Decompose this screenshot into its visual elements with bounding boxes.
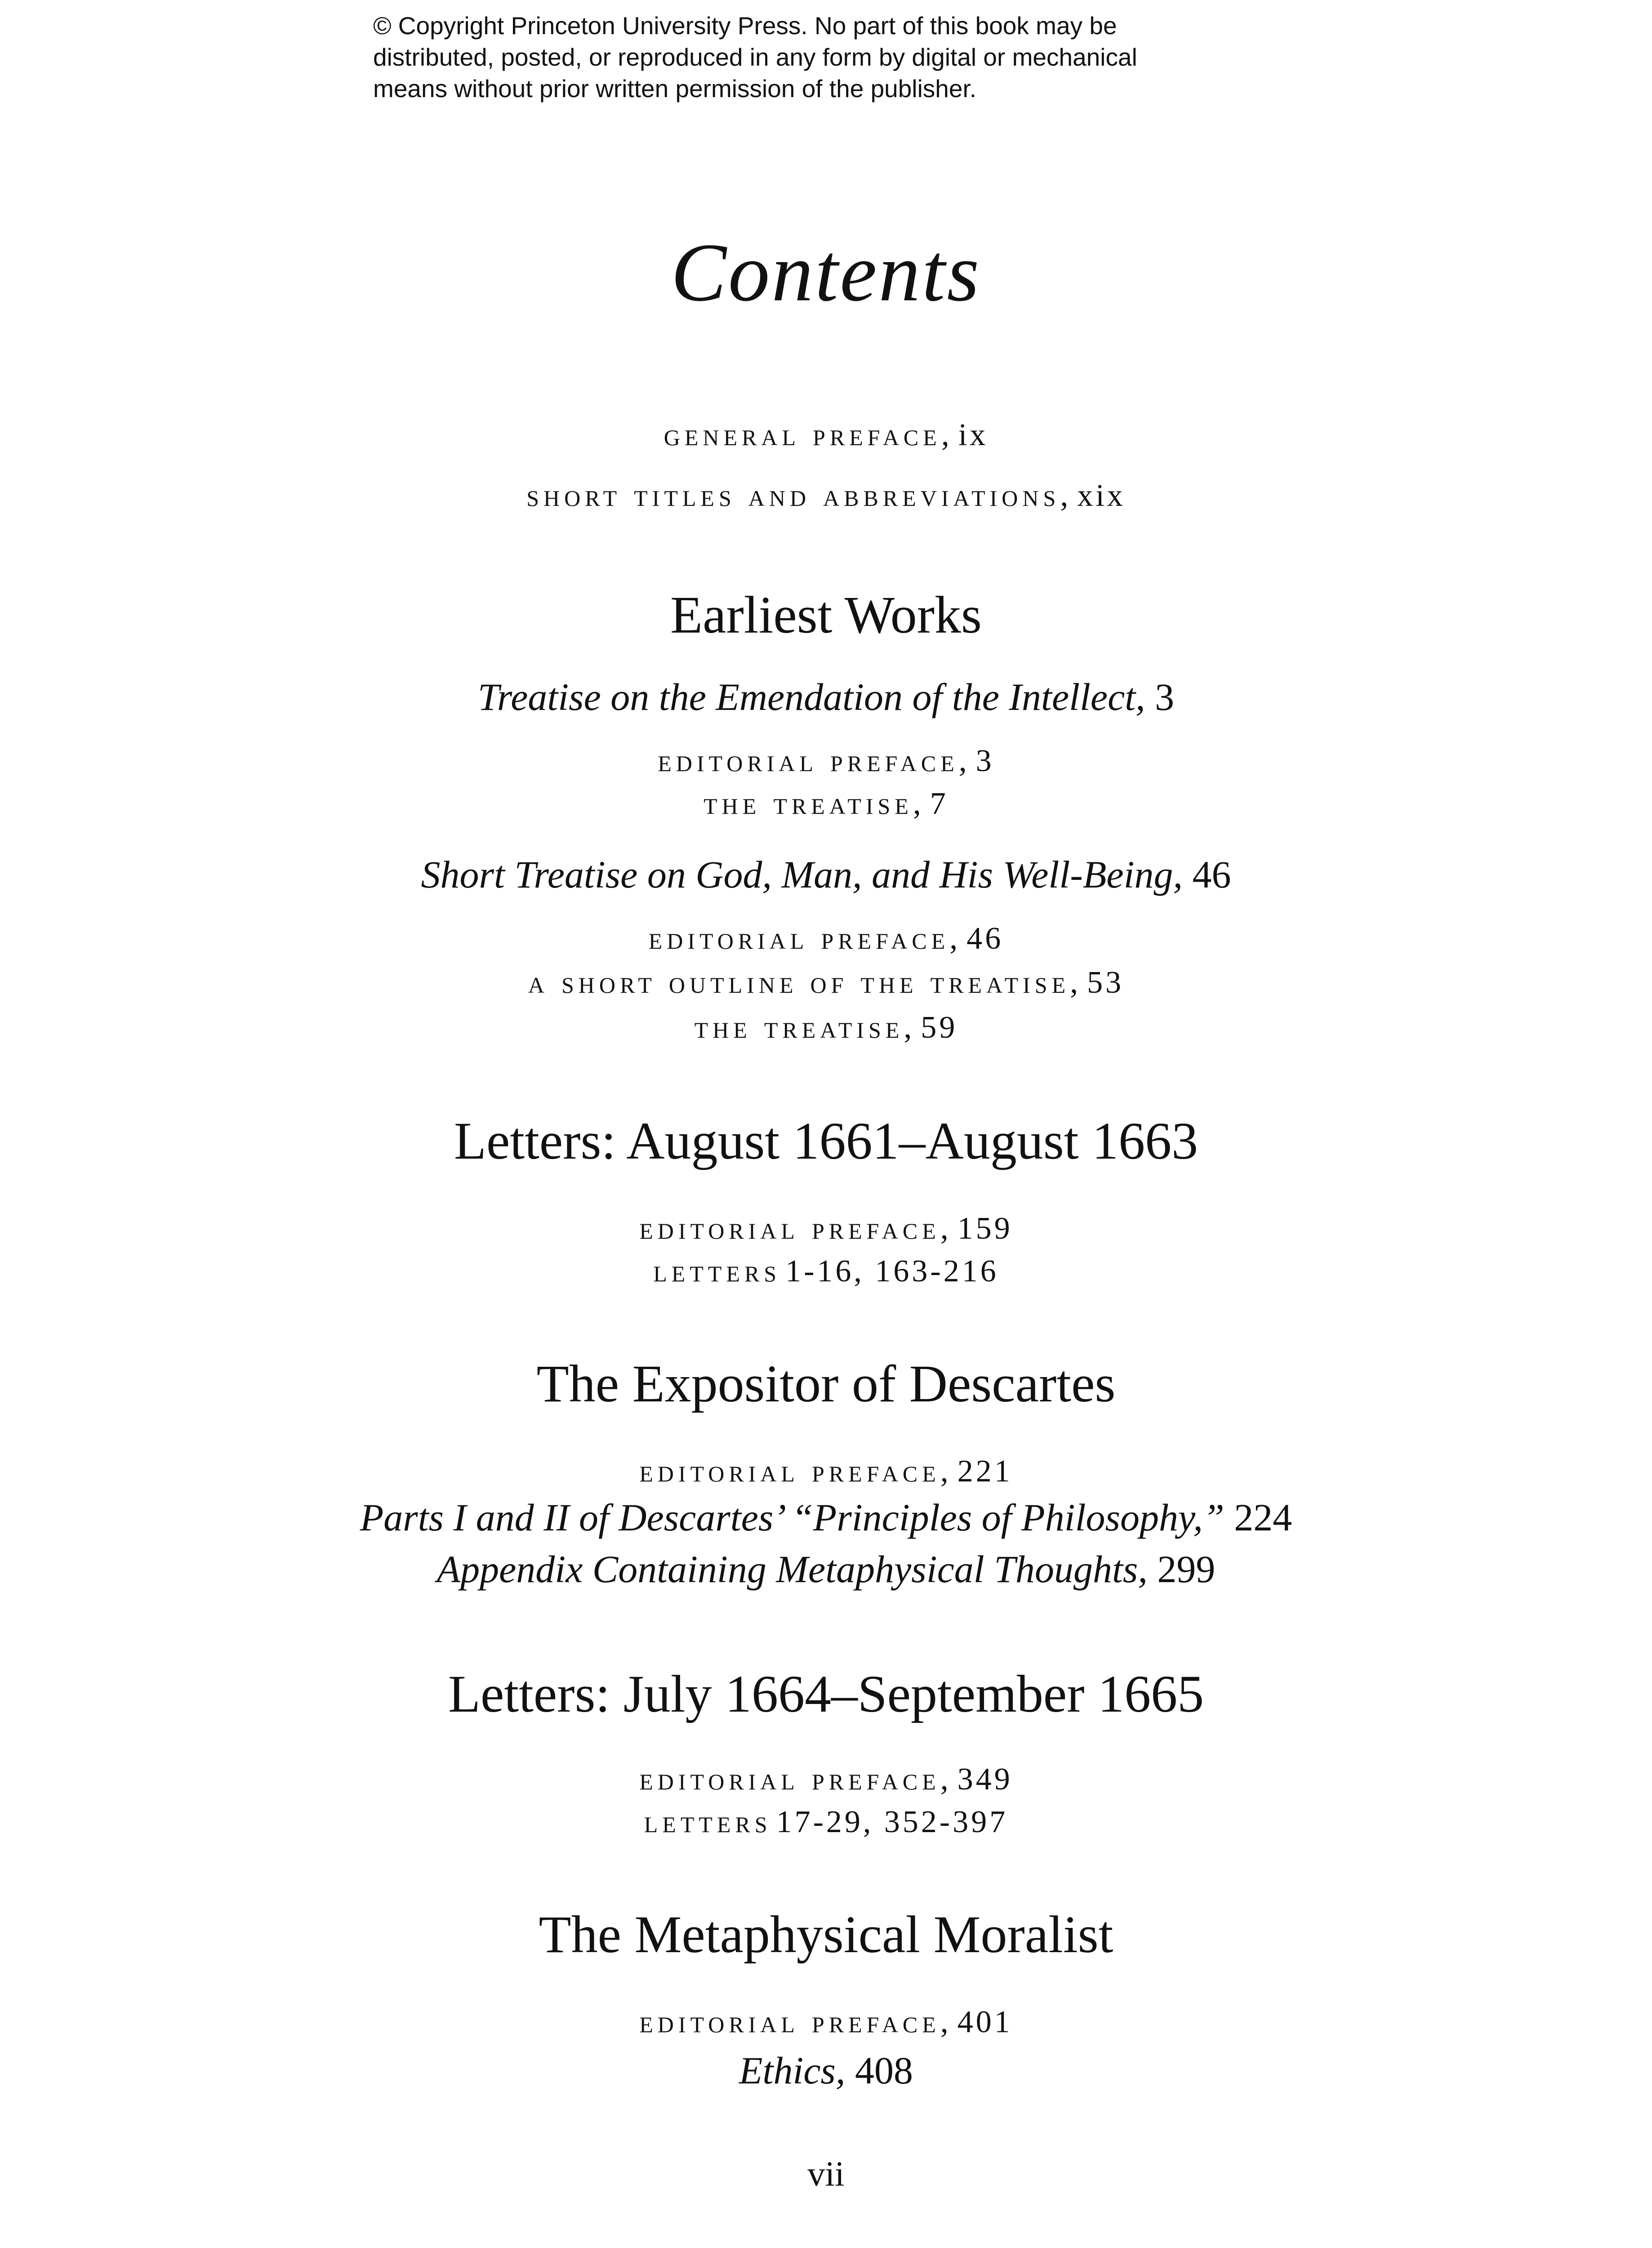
work-page: 408 [855,2049,913,2092]
work-page: 46 [1192,853,1231,896]
toc-entry-page: 53 [1087,965,1124,1000]
toc-entry-label: the treatise, [694,1009,917,1045]
toc-entry-editorial-preface[interactable] [0,742,1652,779]
toc-entry-label: editorial preface, [639,2003,953,2039]
page-title: Contents [671,227,981,319]
work-page: 224 [1234,1496,1292,1539]
toc-entry-editorial-preface[interactable] [0,2003,1652,2040]
copyright-line: means without prior written permission of the publisher. [373,75,977,103]
toc-entry-label: editorial preface, [639,1210,953,1246]
toc-entry-page: 17-29, 352-397 [776,1805,1008,1839]
toc-entry-label: the treatise, [704,785,926,821]
toc-entry-label: letters [653,1253,781,1289]
work-page: 299 [1157,1548,1216,1591]
work-page: 3 [1155,675,1175,718]
toc-entry-short-treatise[interactable] [0,852,1652,897]
toc-entry-page: 3 [975,744,994,778]
toc-entry-editorial-preface[interactable] [0,919,1652,957]
toc-entry-page: ix [958,418,989,452]
toc-entry-page: 7 [930,786,948,821]
copyright-notice [373,10,1227,104]
work-title: Appendix Containing Metaphysical Thoughts, [436,1548,1148,1591]
section-heading-letters-1661-1663: Letters: August 1661–August 1663 [454,1111,1198,1170]
page-number: vii [807,2154,845,2193]
work-title: Ethics, [739,2049,846,2092]
toc-entry-general-preface[interactable] [0,416,1652,453]
toc-entry-the-treatise[interactable] [0,785,1652,822]
copyright-line: © Copyright Princeton University Press. No part of this book may be [373,12,1117,40]
toc-entry-ethics[interactable] [0,2048,1652,2093]
toc-entry-page: 349 [957,1762,1013,1797]
toc-entry-page: 59 [921,1010,958,1045]
toc-entry-editorial-preface[interactable] [0,1760,1652,1798]
section-heading-earliest-works: Earliest Works [670,585,982,644]
toc-entry-editorial-preface[interactable] [0,1209,1652,1247]
toc-entry-editorial-preface[interactable] [0,1452,1652,1490]
toc-entry-label: editorial preface, [639,1761,953,1797]
work-title: Treatise on the Emendation of the Intellect, [477,675,1145,718]
toc-entry-label: short titles and abbreviations, [526,477,1073,513]
section-heading-metaphysical-moralist: The Metaphysical Moralist [539,1905,1113,1964]
toc-entry-page: xix [1077,478,1126,513]
toc-entry-page: 221 [957,1454,1013,1489]
toc-entry-treatise-emendation[interactable] [0,674,1652,719]
toc-entry-page: 401 [957,2005,1013,2039]
work-title: Short Treatise on God, Man, and His Well-Being, [421,853,1183,896]
toc-entry-metaphysical-thoughts[interactable] [0,1547,1652,1592]
copyright-line: distributed, posted, or reproduced in any form by digital or mechanical [373,43,1137,71]
toc-entry-page: 1-16, 163-216 [785,1254,999,1289]
toc-entry-label: general preface, [663,416,954,452]
toc-entry-label: editorial preface, [648,920,962,956]
section-heading-letters-1664-1665: Letters: July 1664–September 1665 [448,1664,1204,1723]
work-title: Parts I and II of Descartes’ “Principles of Philosophy,” [360,1496,1225,1539]
toc-entry-short-outline[interactable] [0,963,1652,1001]
toc-entry-letters[interactable] [0,1252,1652,1289]
toc-entry-the-treatise[interactable] [0,1008,1652,1046]
section-heading-expositor: The Expositor of Descartes [536,1354,1116,1413]
toc-entry-label: a short outline of the treatise, [528,964,1083,1000]
toc-entry-label: editorial preface, [658,742,971,778]
toc-entry-letters[interactable] [0,1803,1652,1840]
toc-entry-label: editorial preface, [639,1453,953,1489]
toc-entry-short-titles[interactable] [0,477,1652,514]
toc-entry-page: 159 [957,1211,1013,1246]
toc-entry-principles-of-philosophy[interactable] [0,1495,1652,1540]
toc-entry-label: letters [644,1803,772,1839]
toc-entry-page: 46 [966,921,1004,956]
